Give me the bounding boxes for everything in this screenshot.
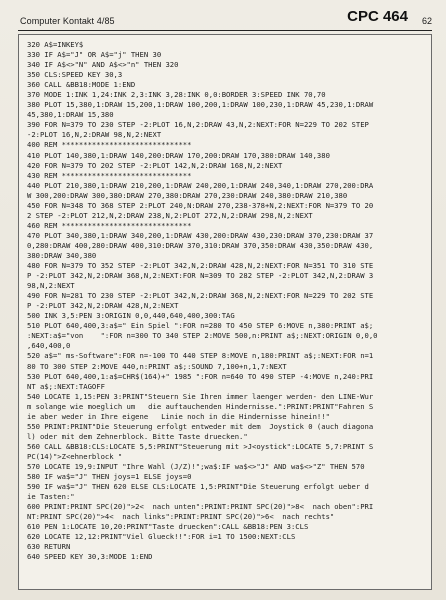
code-line: 550 PRINT:PRINT"Die Steuerung erfolgt entweder mit dem Joystick 0 (auch diagona (27, 421, 374, 431)
code-line: m solange wie moeglich um die auftauchenden Hindernisse.":PRINT:PRINT"Fahren S (27, 401, 374, 411)
code-line: 440 PLOT 210,380,1:DRAW 210,200,1:DRAW 240,200,1:DRAW 240,340,1:DRAW 270,200:DRA (27, 180, 374, 190)
code-line: 360 CALL &BB18:MODE 1:END (27, 80, 136, 90)
program-listing (18, 34, 432, 590)
code-line: 450 FOR N=348 TO 368 STEP 2:PLOT 240,N:DRAW 270,238-378+N,2:NEXT:FOR N=379 TO 20 (27, 200, 374, 210)
code-line: 470 PLOT 340,380,1:DRAW 340,200,1:DRAW 430,200:DRAW 430,230:DRAW 370,230:DRAW 37 (27, 230, 374, 240)
code-line: 98,N,2:NEXT (27, 281, 75, 291)
code-line: P -2:PLOT 342,N,2:DRAW 368,N,2:NEXT:FOR N=309 TO 282 STEP -2:PLOT 342,N,2:DRAW 3 (27, 271, 374, 281)
code-line: 620 LOCATE 12,12:PRINT"Viel Glueck!!":FOR i=1 TO 1500:NEXT:CLS (27, 532, 296, 542)
code-line: 350 CLS:SPEED KEY 30,3 (27, 70, 123, 80)
code-line: -2:PLOT 16,N,2:DRAW 98,N,2:NEXT (27, 130, 162, 140)
code-line: l) oder mit dem Zehnerblock. Bitte Taste druecken." (27, 431, 248, 441)
code-line: 590 IF wa$="J" THEN 620 ELSE CLS:LOCATE 1,5:PRINT"Die Steuerung erfolgt ueber d (27, 482, 369, 492)
code-line: NT a$;:NEXT:TAGOFF (27, 381, 105, 391)
code-line: :NEXT:a$="von ":FOR n=300 TO 340 STEP 2:MOVE 500,n:PRINT a$;:NEXT:ORIGIN 0,0,0 (27, 331, 378, 341)
code-line: 380 PLOT 15,380,1:DRAW 15,200,1:DRAW 100,200,1:DRAW 100,230,1:DRAW 45,230,1:DRAW (27, 100, 374, 110)
page-title: CPC 464 (347, 8, 408, 25)
code-line: 340 IF A$<>"N" AND A$<>"n" THEN 320 (27, 60, 179, 70)
code-line: 460 REM ****************************** (27, 220, 192, 230)
code-line: 530 PLOT 640,400,1:a$=CHR$(164)+" 1985 ":FOR n=640 TO 490 STEP -4:MOVE n,240:PRI (27, 371, 374, 381)
code-line: 490 FOR N=281 TO 230 STEP -2:PLOT 342,N,2:DRAW 368,N,2:NEXT:FOR N=229 TO 202 STE (27, 291, 374, 301)
code-line: 510 PLOT 640,400,3:a$=" Ein Spiel ":FOR n=280 TO 450 STEP 6:MOVE n,380:PRINT a$; (27, 321, 374, 331)
code-line: 520 a$=" ms-Software":FOR n=-100 TO 440 STEP 8:MOVE n,180:PRINT a$;:NEXT:FOR n=1 (27, 351, 374, 361)
magazine-issue: Computer Kontakt 4/85 (20, 16, 115, 26)
code-line: 540 LOCATE 1,15:PEN 3:PRINT"Steuern Sie Ihren immer laenger werden- den LINE-Wur (27, 391, 374, 401)
code-line: ie aber weder in Ihre eigene Linie noch in die Hindernisse hinein!!" (27, 411, 330, 421)
code-line: NT:PRINT SPC(20)">4< nach links":PRINT:PRINT SPC(20)">6< nach rechts" (27, 512, 335, 522)
code-line: 420 FOR N=379 TO 202 STEP -2:PLOT 142,N,2:DRAW 168,N,2:NEXT (27, 160, 283, 170)
code-line: 570 LOCATE 19,9:INPUT "Ihre Wahl (J/Z)!";wa$:IF wa$<>"J" AND wa$<>"Z" THEN 570 (27, 461, 365, 471)
code-line: 390 FOR N=379 TO 230 STEP -2:PLOT 16,N,2:DRAW 43,N,2:NEXT:FOR N=229 TO 202 STEP (27, 120, 369, 130)
code-line: 45,380,1:DRAW 15,380 (27, 110, 114, 120)
code-line: 320 A$=INKEY$ (27, 40, 84, 49)
code-line: 500 INK 3,5:PEN 3:ORIGIN 0,0,440,640,400,300:TAG (27, 311, 235, 321)
code-line: 580 IF wa$="J" THEN joys=1 ELSE joys=0 (27, 472, 192, 482)
code-line: ,640,400,0 (27, 341, 71, 351)
code-line: 600 PRINT:PRINT SPC(20)">2< nach unten":PRINT:PRINT SPC(20)">8< nach oben":PRI (27, 502, 374, 512)
page-number: 62 (421, 16, 432, 26)
code-line: P -2:PLOT 342,N,2:DRAW 428,N,2:NEXT (27, 301, 179, 311)
code-line: 400 REM ****************************** (27, 140, 192, 150)
code-line: ie Tasten:" (27, 492, 75, 502)
page-header (14, 6, 432, 28)
code-line: 480 FOR N=379 TO 352 STEP -2:PLOT 342,N,2:DRAW 428,N,2:NEXT:FOR N=351 TO 310 STE (27, 261, 374, 271)
code-line: 430 REM ****************************** (27, 170, 192, 180)
code-line: 610 PEN 1:LOCATE 10,20:PRINT"Taste druecken":CALL &BB18:PEN 3:CLS (27, 522, 309, 532)
code-line: 330 IF A$="J" OR A$="j" THEN 30 (27, 50, 162, 60)
code-line: 0,280:DRAW 400,280:DRAW 400,310:DRAW 370,310:DRAW 370,350:DRAW 430,350:DRAW 430, (27, 240, 374, 250)
code-line: PC(14)">Z<ehnerblock " (27, 451, 123, 461)
code-line: W 300,200:DRAW 300,380:DRAW 270,380:DRAW 270,230:DRAW 240,380:DRAW 210,380 (27, 190, 348, 200)
code-line: 80 TO 300 STEP 2:MOVE 440,n:PRINT a$;:SOUND 7,100+n,1,7:NEXT (27, 361, 287, 371)
code-line: 2 STEP -2:PLOT 212,N,2:DRAW 238,N,2:PLOT 272,N,2:DRAW 298,N,2:NEXT (27, 210, 313, 220)
code-line: 630 RETURN (27, 542, 71, 552)
code-line: 370 MODE 1:INK 1,24:INK 2,3:INK 3,28:INK 0,0:BORDER 3:SPEED INK 70,70 (27, 90, 326, 100)
code-line: 640 SPEED KEY 30,3:MODE 1:END (27, 552, 153, 562)
code-line: 380:DRAW 340,380 (27, 250, 97, 260)
code-line: 560 CALL &BB18:CLS:LOCATE 5,5:PRINT"Steuerung mit >J<oystick":LOCATE 5,7:PRINT S (27, 441, 374, 451)
header-divider (18, 30, 432, 31)
code-line: 410 PLOT 140,380,1:DRAW 140,200:DRAW 170,200:DRAW 170,380:DRAW 140,380 (27, 150, 330, 160)
